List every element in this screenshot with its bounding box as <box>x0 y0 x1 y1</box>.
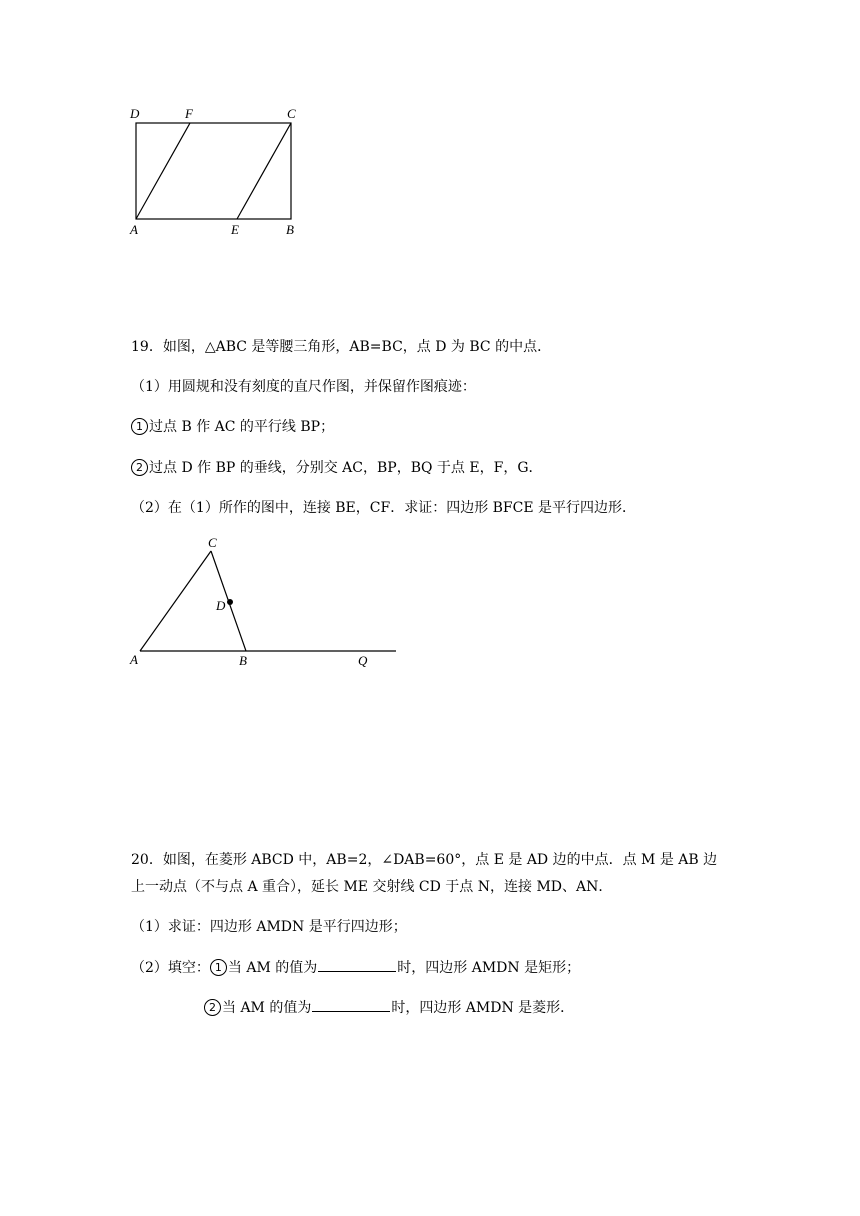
q20-fill2 <box>204 997 574 1018</box>
label-f: F <box>185 106 193 121</box>
q20-fill2-before: 当 AM 的值为 <box>222 1000 312 1016</box>
label-b: B <box>286 222 294 237</box>
q20-part2 <box>131 957 580 978</box>
label-a: A <box>130 652 138 667</box>
q20-part2-prefix: （2）填空： <box>131 960 210 976</box>
label-a: A <box>130 222 138 237</box>
q19-step1-text: 过点 B 作 AC 的平行线 BP； <box>149 419 335 435</box>
q19-step2-text: 过点 D 作 BP 的垂线，分别交 AC，BP，BQ 于点 E，F，G． <box>149 460 543 476</box>
label-d: D <box>216 598 226 613</box>
point-d <box>227 599 233 605</box>
q19-part1: （1）用圆规和没有刻度的直尺作图，并保留作图痕迹： <box>131 379 476 395</box>
rectangle-figure <box>120 100 320 245</box>
rectangle-abcd <box>136 123 291 219</box>
q20-stem-line2: 上一动点（不与点 A 重合），延长 ME 交射线 CD 于点 N，连接 MD、AN． <box>131 879 613 895</box>
label-c: C <box>208 535 217 550</box>
q19-part2: （2）在（1）所作的图中，连接 BE，CF．求证：四边形 BFCE 是平行四边形． <box>131 500 637 516</box>
q20-fill2-after: 时，四边形 AMDN 是菱形． <box>391 1000 575 1016</box>
segment-ec <box>237 123 291 219</box>
circled-number: 2 <box>131 459 148 476</box>
label-e: E <box>231 222 239 237</box>
label-d: D <box>130 106 140 121</box>
label-q: Q <box>358 653 368 668</box>
q19-step2 <box>131 458 543 478</box>
q20-part1: （1）求证：四边形 AMDN 是平行四边形； <box>131 919 407 935</box>
segment-af <box>136 123 190 219</box>
label-b: B <box>239 653 247 668</box>
circled-number: 1 <box>131 418 148 435</box>
q20-fill1-before: 当 AM 的值为 <box>227 960 318 976</box>
circled-number: 2 <box>204 999 221 1016</box>
segment-ac <box>140 551 211 651</box>
label-c: C <box>287 106 296 121</box>
q19-step1 <box>131 417 334 437</box>
triangle-figure <box>120 530 410 675</box>
q19-stem: 19．如图，△ABC 是等腰三角形，AB=BC，点 D 为 BC 的中点． <box>131 339 552 355</box>
circled-number: 1 <box>210 959 227 976</box>
q20-fill1-after: 时，四边形 AMDN 是矩形； <box>397 960 581 976</box>
answer-blank-1[interactable] <box>318 957 396 972</box>
q20-stem-line1: 20．如图，在菱形 ABCD 中，AB=2，∠DAB=60°，点 E 是 AD 边的中点．点 M 是 AB 边 <box>131 852 718 868</box>
answer-blank-2[interactable] <box>312 997 390 1012</box>
